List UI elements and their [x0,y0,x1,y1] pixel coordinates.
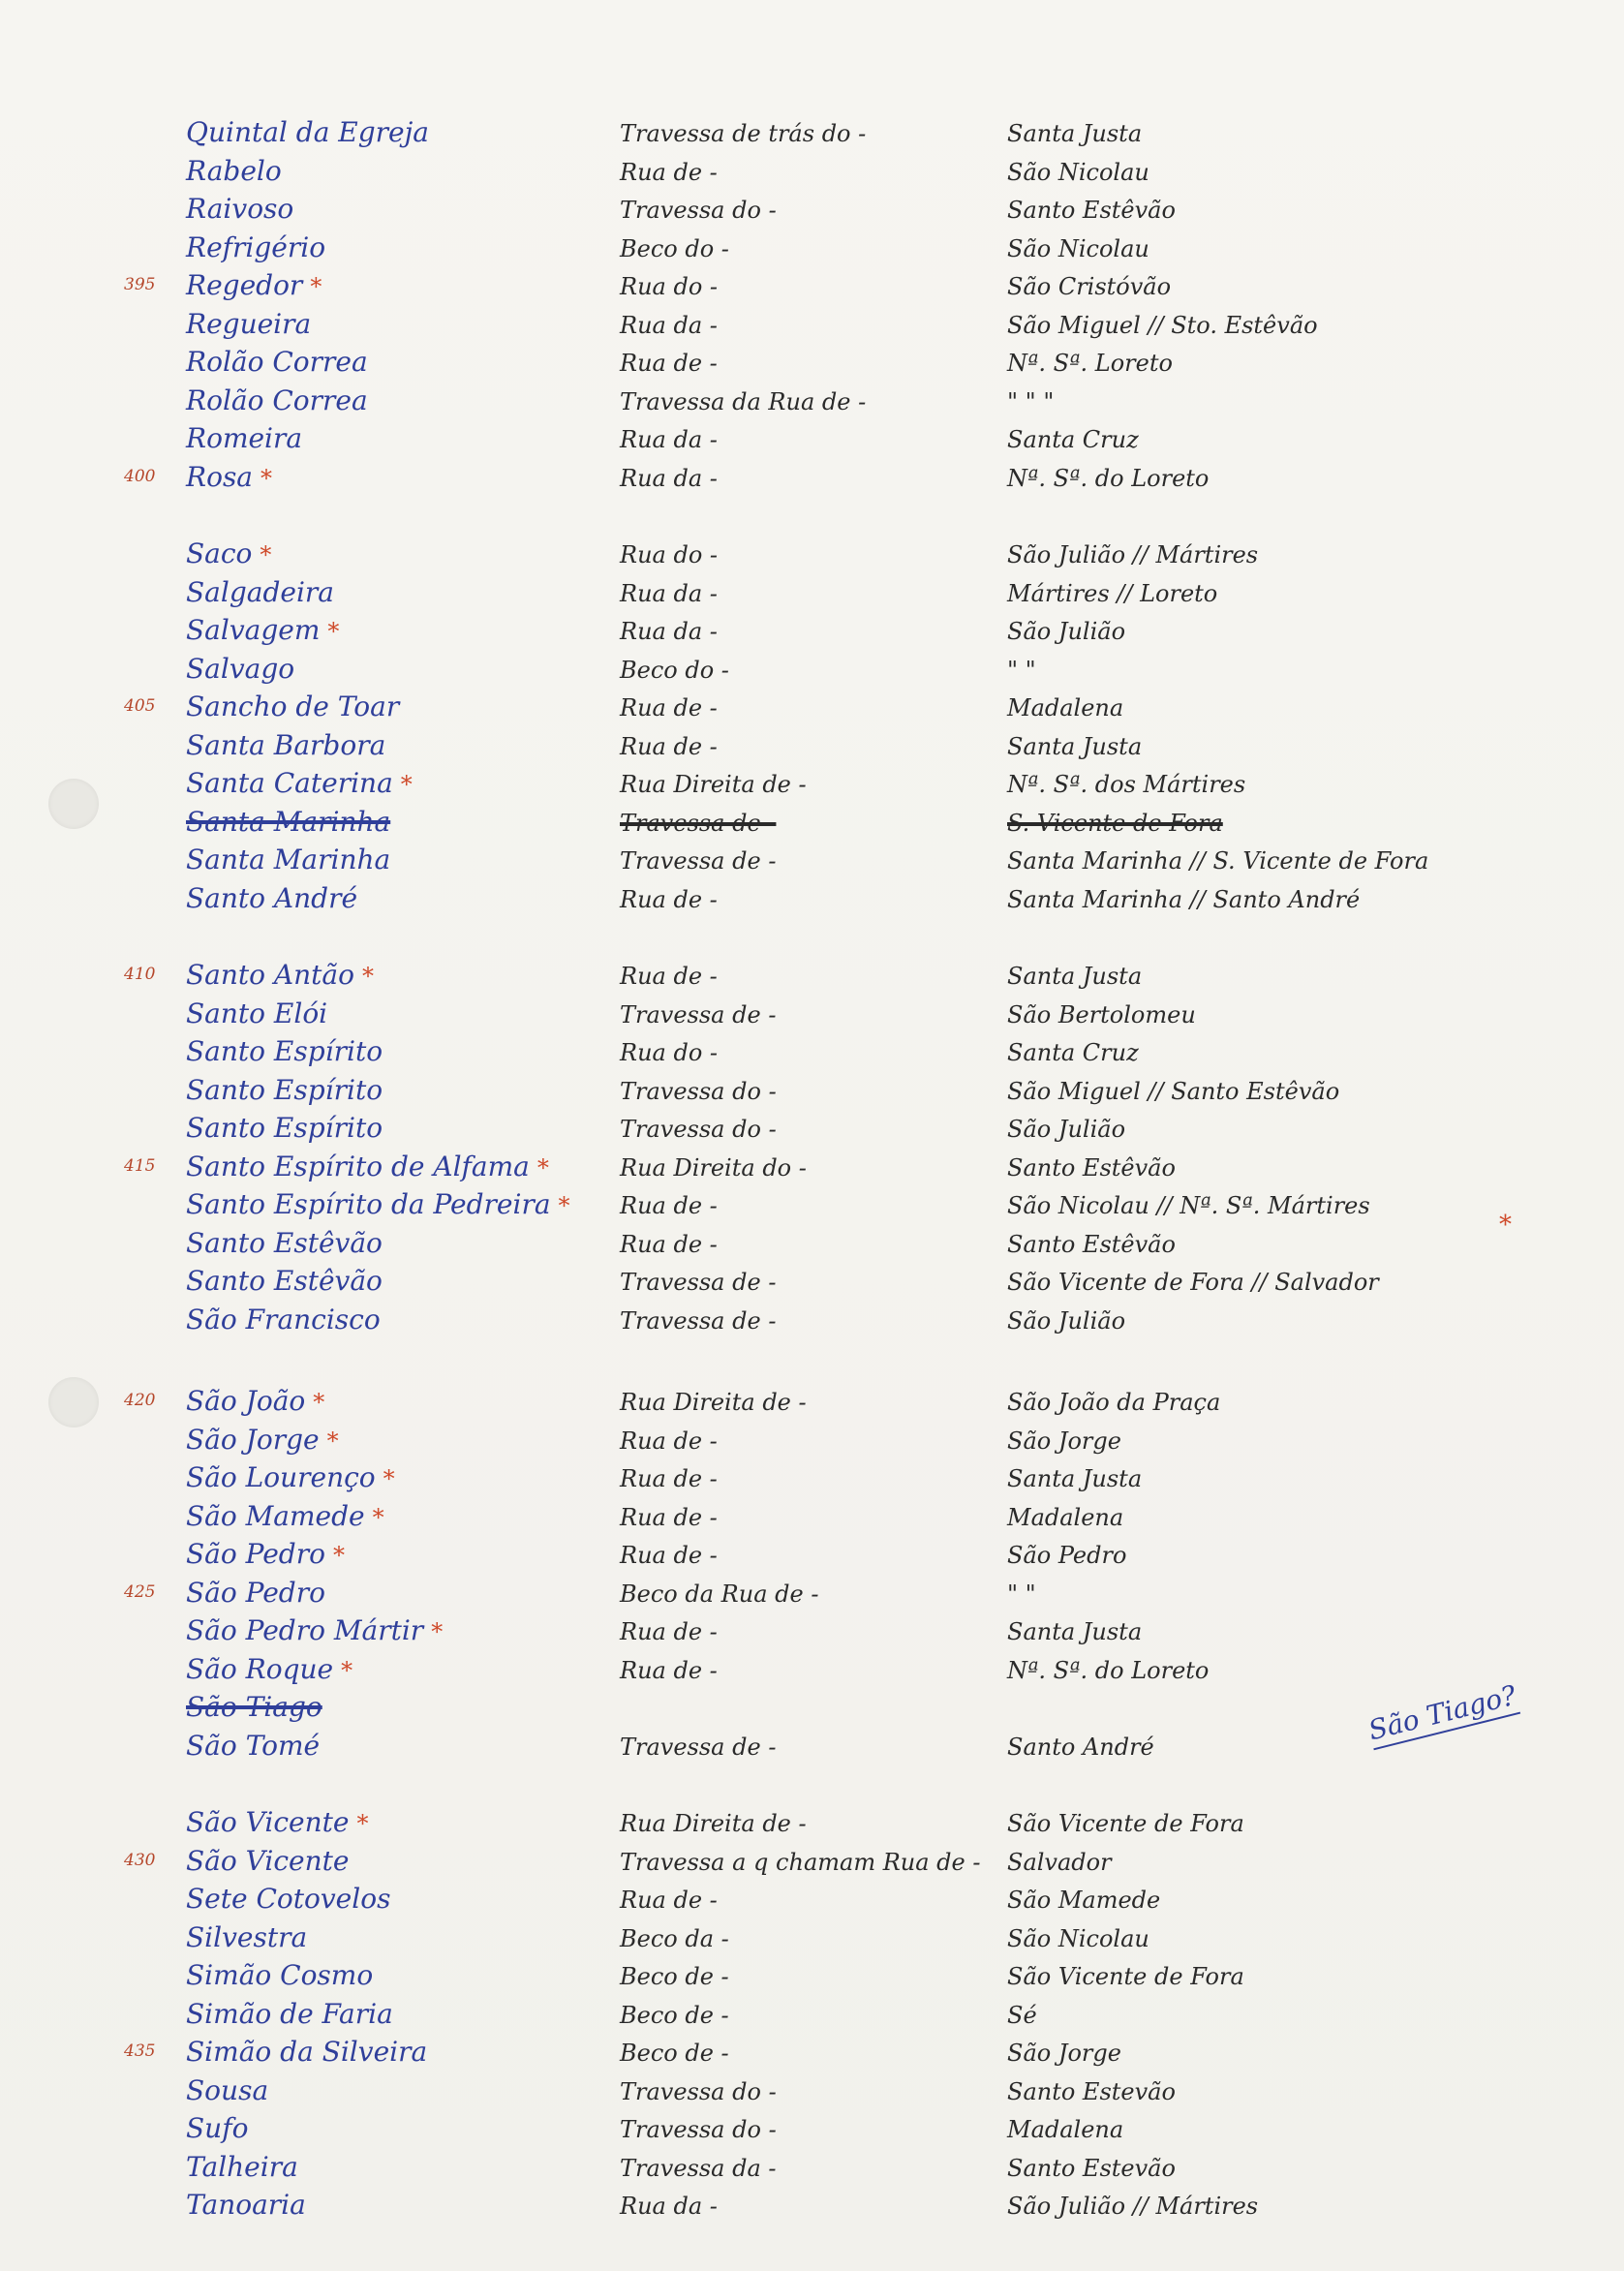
parish: Santo Estêvão [1007,1230,1176,1258]
street-row [0,959,1624,997]
street-row [0,576,1624,615]
entry-number: 420 [124,1391,156,1410]
street-name-text: Raivoso [186,193,294,225]
asterisk-icon: * [431,1618,444,1645]
street-row [0,1500,1624,1539]
asterisk-icon: * [356,1810,369,1837]
street-name [186,384,368,416]
parish: Santo André [1007,1733,1154,1761]
street-type: Rua de - [620,1230,718,1258]
street-name [186,1577,325,1609]
street-name [186,1959,373,1991]
street-name [186,2074,268,2106]
street-row [0,1845,1624,1884]
street-name [186,1883,390,1915]
street-name [186,116,429,148]
street-name [186,844,390,875]
street-name-text: Santo Espírito de Alfama [186,1150,530,1182]
street-row [0,1959,1624,1998]
street-type: Rua de - [620,1465,718,1492]
parish: Nª. Sª. do Loreto [1007,464,1210,492]
side-star-mark: * [1499,1211,1512,1240]
parish: S. Vicente de Fora [1007,809,1223,837]
street-row [0,308,1624,347]
street-type: Beco da Rua de - [620,1580,819,1608]
street-name-text: Santo Espírito da Pedreira [186,1188,551,1220]
parish: Nª. Sª. dos Mártires [1007,771,1246,798]
parish: São Miguel // Sto. Estêvão [1007,311,1318,339]
asterisk-icon: * [327,618,340,645]
street-name [186,1227,383,1259]
entry-number: 410 [124,965,156,984]
street-type: Rua de - [620,1656,718,1684]
parish: Santo Estevão [1007,2077,1176,2105]
street-name [186,959,374,991]
parish: São João da Praça [1007,1389,1221,1416]
parish: São Nicolau [1007,234,1149,262]
parish: Santa Cruz [1007,1039,1139,1066]
street-name [186,2112,248,2144]
street-row [0,193,1624,231]
parish: São Vicente de Fora [1007,1963,1244,1990]
parish: São Julião [1007,1306,1126,1335]
parish: São Jorge [1007,1427,1121,1455]
parish: São Cristóvão [1007,273,1172,300]
parish: " " [1007,656,1036,684]
street-type: Travessa de - [620,1000,777,1028]
street-type: Rua de - [620,1618,718,1645]
street-name [186,2036,427,2068]
parish: Santo Estêvão [1007,1153,1176,1182]
street-name [186,1112,383,1144]
street-row [0,537,1624,576]
street-row [0,997,1624,1036]
street-type: Rua de - [620,1427,718,1455]
entry-number: 400 [124,466,156,486]
street-name-text: Santo Estêvão [186,1226,383,1259]
parish: Sé [1007,2001,1037,2029]
street-name-text: Quintal da Egreja [186,116,429,148]
street-type: Travessa de - [620,1733,777,1761]
street-row [0,1921,1624,1960]
street-row [0,2112,1624,2151]
street-type: Rua de - [620,732,718,760]
street-name-text: Rabelo [186,154,282,187]
street-type: Rua de - [620,694,718,721]
parish: Nª. Sª. do Loreto [1007,1656,1210,1684]
street-name-text: Salvagem [186,614,321,646]
street-name [186,1500,384,1532]
street-type: Rua do - [620,1039,719,1066]
street-name-text: Romeira [186,422,303,454]
street-name-text: São Pedro [186,1576,325,1609]
street-row [0,1653,1624,1692]
street-type: Rua Direita de - [620,1810,807,1837]
entry-number: 430 [124,1850,156,1870]
street-name-text: Tanoaria [186,2189,306,2221]
street-name-text: Salgadeira [186,575,334,608]
asterisk-icon: * [260,541,272,568]
street-row [0,2074,1624,2113]
asterisk-icon: * [313,1389,325,1416]
street-type: Travessa a q chamam Rua de - [620,1848,981,1876]
street-type: Rua de - [620,350,718,377]
street-row [0,1806,1624,1845]
street-row [0,1538,1624,1577]
street-name-text: Refrigério [186,230,326,263]
street-row [0,614,1624,653]
street-name [186,1653,352,1685]
street-type: Travessa de - [620,847,777,875]
street-type: Rua de - [620,1192,718,1219]
street-row [0,882,1624,921]
street-row [0,155,1624,194]
asterisk-icon: * [341,1656,353,1684]
street-row [0,653,1624,691]
parish: Salvador [1007,1848,1112,1876]
street-type: Travessa do - [620,2116,777,2143]
street-name-text: São João [186,1385,306,1417]
parish: Santa Marinha // S. Vicente de Fora [1007,847,1429,875]
street-row [0,116,1624,155]
parish: São Julião // Mártires [1007,2193,1259,2220]
street-name [186,1998,393,2030]
parish: Santa Cruz [1007,426,1139,453]
street-name-text: São Tomé [186,1729,321,1762]
parish: Santa Justa [1007,1618,1143,1645]
street-name [186,1424,339,1456]
street-row [0,384,1624,423]
street-type: Travessa do - [620,1116,777,1143]
street-name [186,1461,395,1493]
street-type: Travessa de - [620,1269,777,1296]
street-row [0,422,1624,461]
asterisk-icon: * [400,771,413,798]
street-type: Rua da - [620,426,718,453]
street-type: Rua de - [620,158,718,186]
street-type: Beco da - [620,1924,729,1952]
entry-number: 405 [124,696,156,716]
street-name [186,653,294,685]
street-name [186,1538,345,1570]
street-type: Rua de - [620,1542,718,1569]
street-group [0,1385,1624,1767]
street-row [0,2151,1624,2190]
street-type: Rua da - [620,2193,718,2220]
marginal-note: São Tiago? [1365,1679,1520,1751]
entry-number: 415 [124,1155,156,1176]
street-name-text: Sufo [186,2112,249,2144]
street-type: Rua de - [620,885,718,913]
street-row [0,1614,1624,1653]
street-type: Travessa do - [620,2077,777,2105]
street-name [186,2151,298,2183]
parish: Santa Justa [1007,732,1143,760]
street-name-text: São Mamede [186,1499,365,1532]
street-type: Rua de - [620,1887,718,1914]
street-type: Travessa da Rua de - [620,387,867,415]
street-row [0,767,1624,806]
parish: " " " [1007,387,1055,415]
street-name [186,882,357,914]
street-name [186,691,399,722]
street-name-text: Simão da Silveira [186,2036,428,2068]
parish: Madalena [1007,2116,1124,2143]
street-type: Travessa de trás do - [620,120,867,147]
parish: São Nicolau [1007,158,1149,186]
asterisk-icon: * [558,1192,570,1219]
street-row [0,1424,1624,1462]
street-type: Rua do - [620,273,719,300]
street-name-text: São Pedro [186,1538,325,1570]
street-name-text: São Tiago [186,1691,322,1723]
street-type: Rua da - [620,579,718,607]
street-name [186,269,322,301]
street-row [0,1074,1624,1113]
street-name-text: Santa Caterina [186,767,393,799]
asterisk-icon: * [326,1427,339,1455]
street-row [0,2036,1624,2074]
parish: Nª. Sª. Loreto [1007,350,1173,377]
street-row [0,1151,1624,1189]
parish: Madalena [1007,694,1124,721]
street-type: Rua de - [620,963,718,990]
street-type: Rua da - [620,311,718,339]
street-row [0,1188,1624,1227]
street-name [186,537,271,569]
street-name [186,997,327,1029]
street-row [0,1304,1624,1342]
street-name-text: Santo Antão [186,959,354,991]
street-name [186,1151,549,1182]
street-row [0,1577,1624,1615]
asterisk-icon: * [361,963,374,990]
street-name [186,308,311,340]
street-name-text: São Jorge [186,1423,320,1456]
street-name [186,1265,383,1297]
street-name-text: Santa Marinha [186,805,391,838]
street-name-text: Santa Marinha [186,844,391,875]
parish: São Vicente de Fora [1007,1810,1244,1837]
street-row [0,1461,1624,1500]
street-name [186,1806,368,1838]
street-name [186,1845,349,1877]
street-type: Travessa do - [620,197,777,224]
street-type: Travessa de - [620,809,777,837]
parish: São Julião [1007,1116,1126,1143]
street-name-text: Rosa [186,460,254,493]
street-name [186,806,390,838]
street-name [186,1385,324,1417]
street-name-text: Simão de Faria [186,1997,393,2030]
street-name-text: Santo Espírito [186,1035,383,1067]
street-type: Travessa da - [620,2154,777,2182]
entry-number: 425 [124,1581,156,1602]
street-name [186,2189,306,2221]
street-row [0,1112,1624,1151]
street-type: Rua Direita de - [620,1389,807,1416]
asterisk-icon: * [332,1542,345,1569]
street-type: Travessa de - [620,1306,777,1335]
street-name-text: São Vicente [186,1844,350,1877]
street-name [186,1691,322,1723]
street-name-text: Santa Barbora [186,728,386,761]
asterisk-icon: * [536,1153,549,1182]
street-row [0,691,1624,729]
street-row [0,2189,1624,2227]
street-name-text: Santo André [186,881,358,914]
street-name-text: São Pedro Mártir [186,1614,424,1646]
street-name-text: Santo Espírito [186,1073,383,1106]
street-name-text: Santo Espírito [186,1112,383,1144]
asterisk-icon: * [310,273,322,300]
street-name-text: Regedor [186,269,303,301]
street-row [0,269,1624,308]
street-type: Rua Direita do - [620,1153,807,1182]
asterisk-icon: * [372,1503,384,1531]
parish: Madalena [1007,1503,1124,1531]
street-name [186,614,339,646]
street-group [0,537,1624,920]
street-row [0,844,1624,882]
parish: São Jorge [1007,2040,1121,2067]
street-row [0,1998,1624,2037]
street-type: Beco do - [620,234,729,262]
street-name-text: São Roque [186,1652,334,1685]
parish: Santa Justa [1007,963,1143,990]
asterisk-icon: * [260,464,273,492]
street-name-text: Sousa [186,2073,269,2106]
street-type: Travessa do - [620,1077,777,1105]
parish: São Bertolomeu [1007,1000,1196,1028]
entry-number: 435 [124,2041,156,2061]
asterisk-icon: * [383,1465,395,1492]
street-name-text: Sancho de Toar [186,691,400,722]
street-type: Beco de - [620,2040,729,2067]
parish: " " [1007,1580,1036,1608]
street-row [0,346,1624,384]
parish: São Miguel // Santo Estêvão [1007,1077,1340,1105]
parish: Santo Estevão [1007,2154,1176,2182]
street-name [186,1304,381,1335]
street-row [0,1035,1624,1074]
parish: Santa Justa [1007,1465,1143,1492]
street-name-text: Simão Cosmo [186,1959,374,1991]
street-group [0,116,1624,499]
street-name [186,346,368,378]
street-name-text: Sete Cotovelos [186,1883,391,1915]
parish: São Julião // Mártires [1007,541,1259,568]
street-name-text: Santo Elói [186,997,328,1029]
entry-number: 395 [124,275,156,294]
parish: Santo Estêvão [1007,197,1176,224]
street-row [0,461,1624,500]
parish: São Julião [1007,618,1126,645]
street-row [0,231,1624,270]
street-row [0,1883,1624,1921]
street-name [186,729,385,761]
parish: São Vicente de Fora // Salvador [1007,1269,1379,1296]
street-name-text: Regueira [186,307,312,340]
parish: São Nicolau // Nª. Sª. Mártires [1007,1192,1370,1219]
street-row [0,1385,1624,1424]
street-type: Beco do - [620,656,729,684]
street-type: Rua Direita de - [620,771,807,798]
street-name [186,767,413,799]
street-name [186,1614,443,1646]
street-name-text: São Francisco [186,1303,381,1335]
street-group [0,959,1624,1341]
street-name-text: Talheira [186,2150,298,2183]
parish: Santa Justa [1007,120,1143,147]
street-type: Beco de - [620,2001,729,2029]
street-name-text: Silvestra [186,1920,308,1953]
street-name-text: São Lourenço [186,1461,376,1493]
street-name-text: Saco [186,537,253,569]
street-name-text: Rolão Correa [186,384,368,416]
street-name [186,1921,307,1953]
street-row [0,806,1624,844]
street-name [186,1035,383,1067]
street-name [186,461,272,493]
street-name-text: Rolão Correa [186,346,368,378]
parish: São Nicolau [1007,1924,1149,1952]
street-row [0,729,1624,768]
street-name-text: Santo Estêvão [186,1265,383,1297]
street-name [186,193,293,225]
street-type: Rua da - [620,464,718,492]
street-name [186,1074,383,1106]
street-name [186,422,302,454]
street-name-text: São Vicente [186,1806,350,1838]
street-type: Rua do - [620,541,719,568]
street-name [186,155,282,187]
street-row [0,1227,1624,1266]
street-type: Rua da - [620,618,718,645]
street-name-text: Salvago [186,652,295,685]
parish: São Mamede [1007,1887,1161,1914]
street-name [186,1188,570,1220]
parish: Santa Marinha // Santo André [1007,885,1361,913]
street-type: Beco de - [620,1963,729,1990]
street-name [186,576,334,608]
street-type: Rua de - [620,1503,718,1531]
parish: São Pedro [1007,1542,1127,1569]
street-group [0,1806,1624,2227]
parish: Mártires // Loreto [1007,579,1218,607]
street-name [186,231,325,263]
street-row [0,1265,1624,1304]
street-name [186,1730,320,1762]
